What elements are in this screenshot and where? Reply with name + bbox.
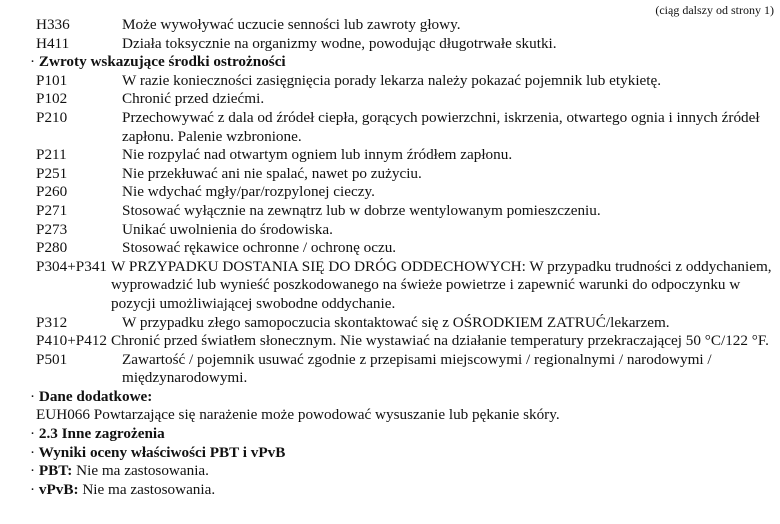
statement-code: P260: [36, 183, 68, 201]
bullet-dot: ·: [30, 53, 36, 71]
document-body: [30, 16, 778, 499]
precaution-row: [30, 314, 778, 333]
statement-code: P410+P412: [36, 332, 108, 350]
pbt-results-heading: [30, 444, 778, 463]
pbt-line: [30, 462, 778, 481]
statement-code: H336: [36, 16, 70, 33]
statement-code: P501: [36, 350, 68, 368]
pbt-value: Nie ma zastosowania.: [76, 462, 209, 480]
vpvb-value: Nie ma zastosowania.: [82, 480, 216, 498]
hazard-statement-row: [30, 16, 778, 35]
statement-text: Nie rozpylać nad otwartym ogniem lub innym źródłem zapłonu.: [122, 146, 513, 164]
statement-text: Może wywoływać uczucie senności lub zawroty głowy.: [122, 16, 461, 33]
bullet-dot: ·: [30, 443, 36, 461]
additional-data-heading: [30, 388, 778, 407]
precaution-row: [30, 146, 778, 165]
statement-text: Zawartość / pojemnik usuwać zgodnie z przepisami miejscowymi / regionalnymi / narodowymi / międzynarodowymi.: [122, 350, 712, 387]
statement-text: Działa toksycznie na organizmy wodne, powodując długotrwałe skutki.: [122, 34, 557, 52]
section-title: Wyniki oceny właściwości PBT i vPvB: [38, 443, 286, 461]
precaution-row: [30, 351, 778, 388]
statement-code: P304+P341: [36, 257, 108, 275]
continued-note: (ciąg dalszy od strony 1): [655, 3, 774, 17]
precaution-row: [30, 109, 778, 146]
precaution-row: [30, 332, 778, 351]
statement-text: Przechowywać z dala od źródeł ciepła, gorących powierzchni, iskrzenia, otwartego ognia i innych źródeł zapłonu. Palenie wzbronione.: [122, 108, 760, 145]
section-title: Dane dodatkowe:: [38, 387, 153, 405]
statement-text: W razie konieczności zasięgnięcia porady lekarza należy pokazać pojemnik lub etykietę.: [122, 71, 662, 89]
statement-text: W PRZYPADKU DOSTANIA SIĘ DO DRÓG ODDECHOWYCH: W przypadku trudności z oddychaniem, wyprowadzić lub wynieść poszkodowanego na świeże powietrze i zapewnić warunki do odpoczynku w pozycji umożliwiającej swobodne oddychanie.: [111, 257, 772, 312]
other-hazards-heading: [30, 425, 778, 444]
statement-code: P271: [36, 201, 68, 219]
statement-code: P273: [36, 220, 68, 238]
section-title: 2.3 Inne zagrożenia: [38, 425, 165, 443]
statement-code: P251: [36, 164, 68, 182]
statement-code: EUH066: [36, 406, 90, 424]
statement-text: Chronić przed światłem słonecznym. Nie wystawiać na działanie temperatury przekraczającej 50 °C/122 °F.: [111, 332, 769, 350]
bullet-dot: ·: [30, 480, 36, 498]
precaution-row: [30, 165, 778, 184]
euh-statement: [30, 406, 778, 425]
statement-text: Stosować wyłącznie na zewnątrz lub w dobrze wentylowanym pomieszczeniu.: [122, 201, 601, 219]
bullet-dot: ·: [30, 425, 36, 443]
precaution-row: [30, 221, 778, 240]
statement-code: P280: [36, 239, 68, 257]
statement-code: H411: [36, 34, 70, 52]
vpvb-label: vPvB:: [38, 480, 79, 498]
precaution-row: [30, 72, 778, 91]
statement-code: P102: [36, 90, 68, 108]
precaution-row: [30, 239, 778, 258]
statement-text: Powtarzające się narażenie może powodować wysuszanie lub pękanie skóry.: [93, 406, 560, 424]
precaution-row: [30, 183, 778, 202]
statement-text: Nie wdychać mgły/par/rozpylonej cieczy.: [122, 183, 375, 201]
statement-code: P101: [36, 71, 68, 89]
precaution-row: [30, 90, 778, 109]
precaution-row: [30, 202, 778, 221]
section-title: Zwroty wskazujące środki ostrożności: [38, 53, 286, 71]
pbt-label: PBT:: [38, 462, 73, 480]
statement-text: W przypadku złego samopoczucia skontaktować się z OŚRODKIEM ZATRUĆ/lekarzem.: [122, 313, 670, 331]
bullet-dot: ·: [30, 462, 36, 480]
statement-text: Nie przekłuwać ani nie spalać, nawet po zużyciu.: [122, 164, 422, 182]
precaution-row: [30, 258, 778, 314]
statement-code: P211: [36, 146, 67, 164]
statement-code: P210: [36, 108, 68, 126]
bullet-dot: ·: [30, 387, 36, 405]
statement-text: Unikać uwolnienia do środowiska.: [122, 220, 333, 238]
vpvb-line: [30, 481, 778, 500]
statement-text: Chronić przed dziećmi.: [122, 90, 265, 108]
hazard-statement-row: [30, 35, 778, 54]
statement-code: P312: [36, 313, 68, 331]
statement-text: Stosować rękawice ochronne / ochronę oczu.: [122, 239, 397, 257]
precaution-heading: [30, 53, 778, 72]
